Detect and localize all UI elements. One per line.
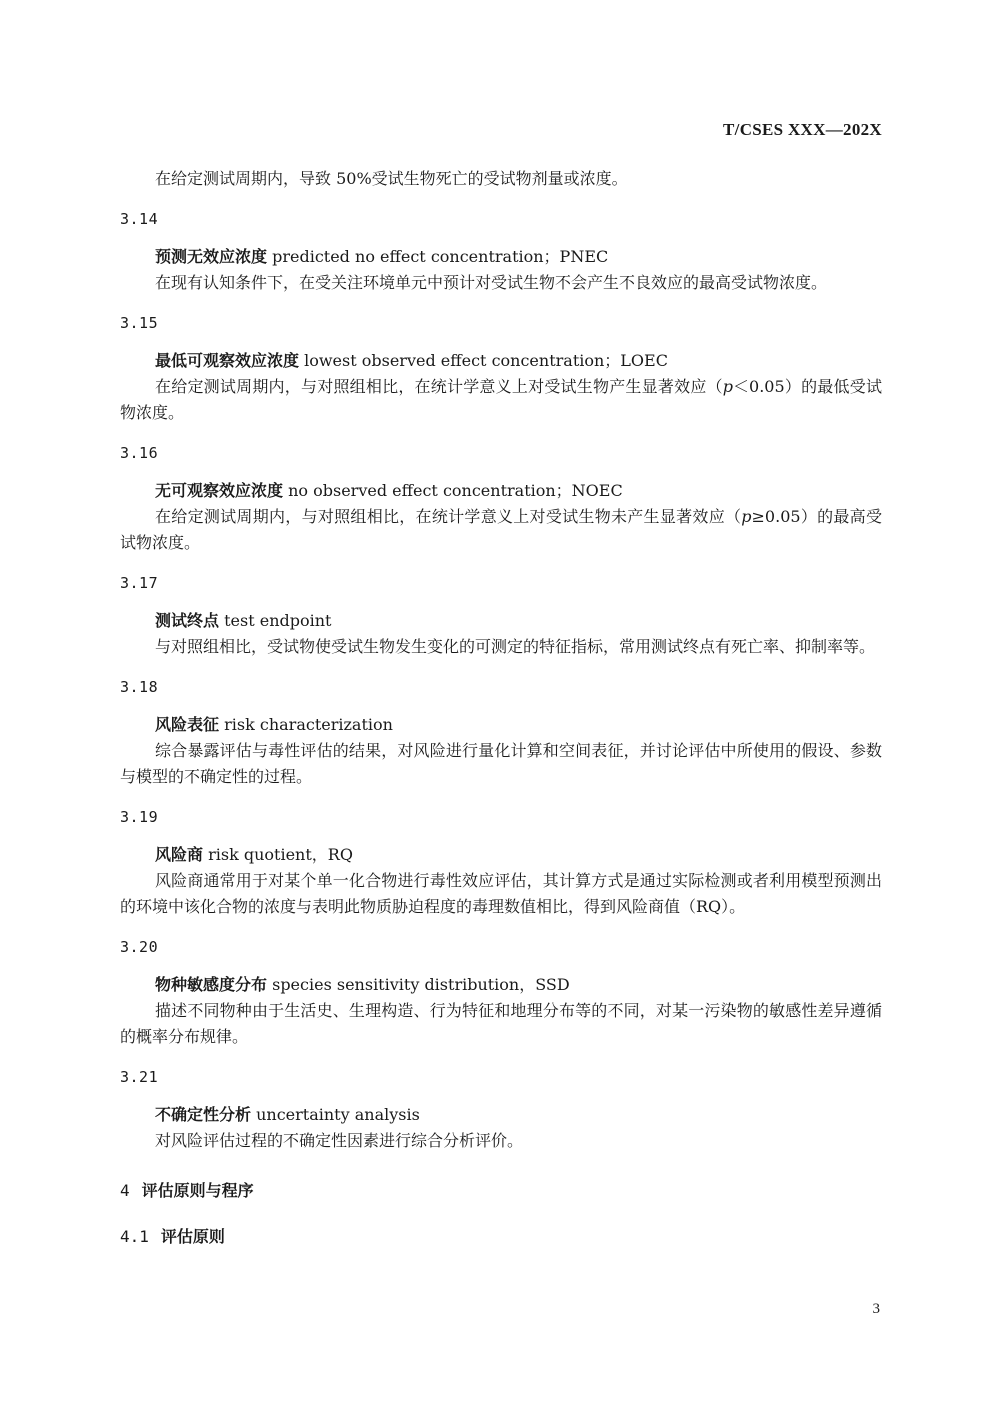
term-heading [120,1102,882,1128]
term-definition: 综合暴露评估与毒性评估的结果，对风险进行量化计算和空间表征，并讨论评估中所使用的假设、参数与模型的不确定性的过程。 [120,741,882,786]
clause-number: 3.16 [120,444,159,462]
term-english: lowest observed effect concentration；LOEC [299,351,668,370]
term-entry-3-21 [120,1064,882,1154]
term-entry-3-18 [120,674,882,790]
term-entry-3-20 [120,934,882,1050]
term-entry-3-15 [120,310,882,426]
section-title: 评估原则与程序 [141,1181,254,1200]
term-chinese: 最低可观察效应浓度 [155,351,300,370]
definition-text: ＜0.05）的最低受试物浓度。 [120,377,882,422]
clause-number: 3.20 [120,938,159,956]
continued-definition: 在给定测试周期内，导致 50%受试生物死亡的受试物剂量或浓度。 [155,169,628,188]
term-heading [120,244,882,270]
term-definition: 描述不同物种由于生活史、生理构造、行为特征和地理分布等的不同，对某一污染物的敏感性差异遵循的概率分布规律。 [120,1001,882,1046]
term-english: risk characterization [219,715,393,734]
document-id: T/CSES XXX—202X [723,120,882,139]
clause-number: 3.18 [120,678,159,696]
definition-text: 在给定测试周期内，与对照组相比，在统计学意义上对受试生物未产生显著效应（ [155,507,742,526]
term-entry-3-19 [120,804,882,920]
clause-number: 3.17 [120,574,159,592]
term-chinese: 风险商 [155,845,204,864]
term-definition [120,504,882,556]
term-english: no observed effect concentration；NOEC [283,481,623,500]
term-chinese: 测试终点 [155,611,220,630]
term-entry-3-14 [120,206,882,296]
term-chinese: 不确定性分析 [155,1105,252,1124]
term-definition: 对风险评估过程的不确定性因素进行综合分析评价。 [155,1131,524,1150]
term-english: risk quotient，RQ [203,845,353,864]
definition-text: 在给定测试周期内，与对照组相比，在统计学意义上对受试生物产生显著效应（ [155,377,723,396]
subsection-number: 4.1 [120,1227,149,1246]
term-english: test endpoint [219,611,332,630]
clause-number: 3.14 [120,210,159,228]
term-english: predicted no effect concentration；PNEC [267,247,609,266]
term-definition: 与对照组相比，受试物使受试生物发生变化的可测定的特征指标，常用测试终点有死亡率、抑制率等。 [155,637,876,656]
term-heading [120,608,882,634]
term-chinese: 物种敏感度分布 [155,975,268,994]
term-entry-3-17 [120,570,882,660]
clause-number: 3.21 [120,1068,159,1086]
section-heading [120,1178,882,1204]
term-definition [120,374,882,426]
term-heading [120,712,882,738]
term-entry-3-16 [120,440,882,556]
subsection-heading [120,1224,882,1250]
definition-text: ≥0.05）的最高受试物浓度。 [120,507,882,552]
term-heading [120,972,882,998]
term-definition: 风险商通常用于对某个单一化合物进行毒性效应评估，其计算方式是通过实际检测或者利用模型预测出的环境中该化合物的浓度与表明此物质胁迫程度的毒理数值相比，得到风险商值（RQ）。 [120,871,882,916]
page-number: 3 [872,1301,880,1317]
page-content [120,166,882,1264]
term-english: uncertainty analysis [251,1105,420,1124]
clause-number: 3.19 [120,808,159,826]
term-heading [120,348,882,374]
term-heading [120,842,882,868]
subsection-title: 评估原则 [160,1227,225,1246]
clause-number: 3.15 [120,314,159,332]
p-symbol: p [741,507,752,526]
section-number: 4 [120,1181,130,1200]
term-chinese: 风险表征 [155,715,220,734]
term-english: species sensitivity distribution，SSD [267,975,570,994]
term-definition: 在现有认知条件下，在受关注环境单元中预计对受试生物不会产生不良效应的最高受试物浓度。 [155,273,828,292]
term-heading [120,478,882,504]
term-chinese: 无可观察效应浓度 [155,481,284,500]
p-symbol: p [722,377,734,396]
term-chinese: 预测无效应浓度 [155,247,268,266]
